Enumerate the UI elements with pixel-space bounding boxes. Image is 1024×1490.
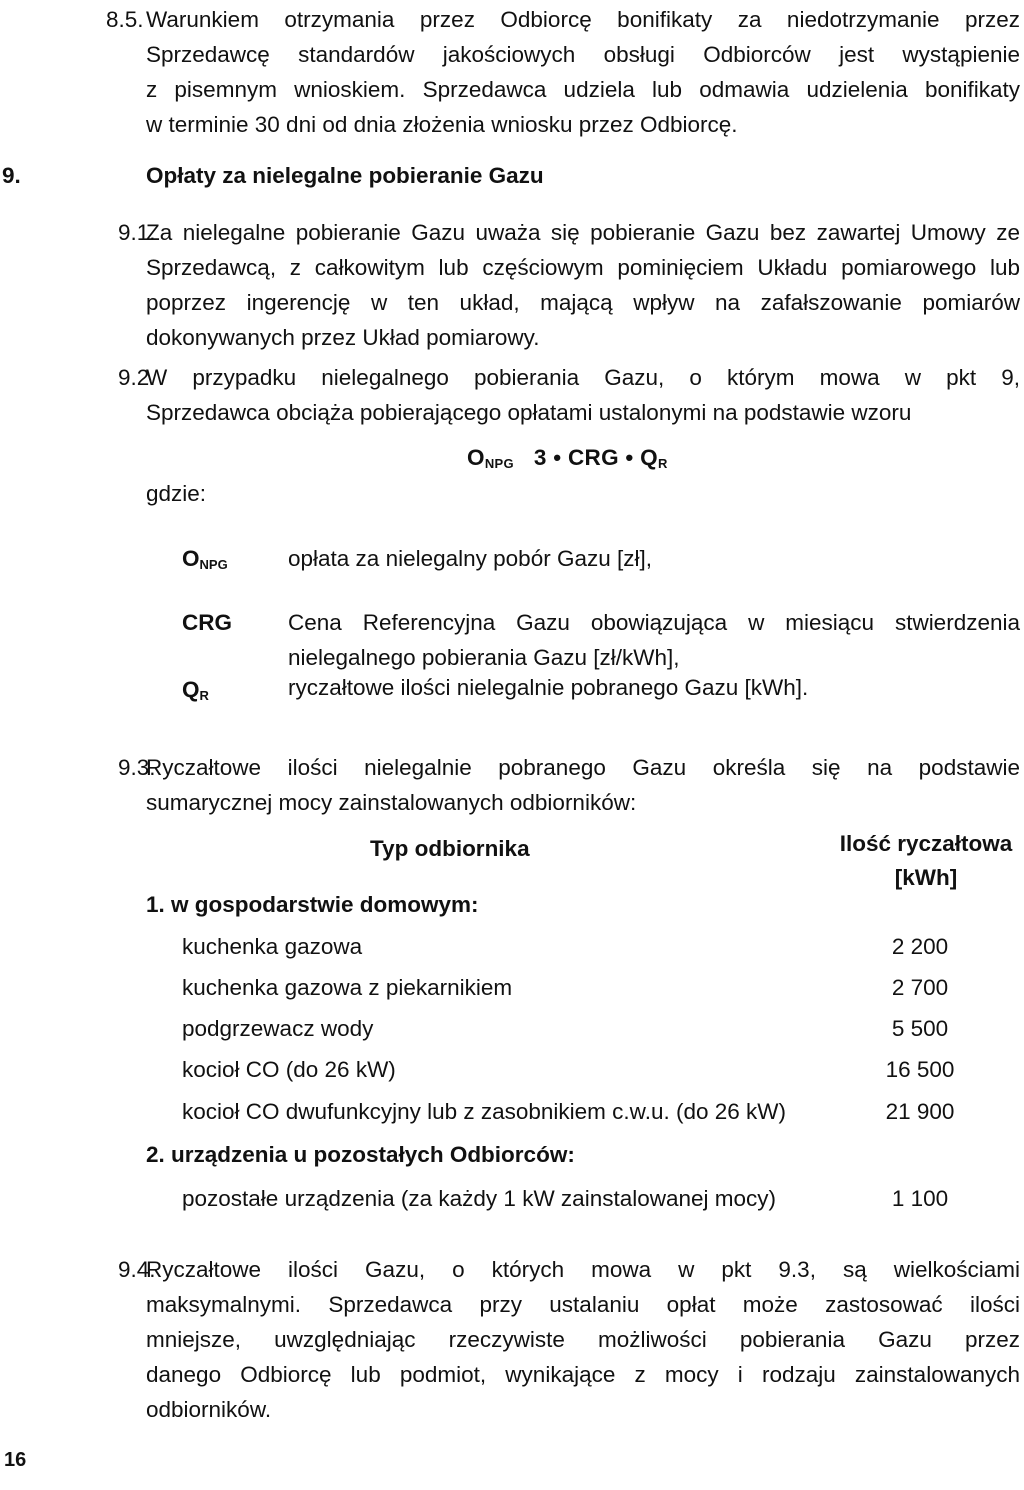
- formula-expression: 3 • CRG • Q: [533, 445, 658, 470]
- table-row-label: kuchenka gazowa z piekarnikiem: [182, 975, 513, 1000]
- section-9-title: Opłaty za nielegalne pobieranie Gazu: [146, 163, 544, 188]
- table-row-value: 2 200: [891, 934, 949, 959]
- variable-description-qr: [288, 670, 1020, 705]
- section-number-9-4: 9.4.: [118, 1257, 156, 1282]
- table-group-household: 1. w gospodarstwie domowym:: [146, 892, 479, 917]
- formula-o: O: [467, 445, 485, 470]
- table-row-label: kuchenka gazowa: [182, 934, 363, 959]
- text-line: nielegalnego pobierania Gazu [zł/kWh],: [288, 645, 680, 670]
- section-number-9-2: 9.2.: [118, 365, 156, 390]
- table-row-value: 1 100: [891, 1186, 949, 1211]
- table-row-label: pozostałe urządzenia (za każdy 1 kW zainstalowanej mocy): [182, 1186, 777, 1211]
- table-row-label: kocioł CO dwufunkcyjny lub z zasobnikiem c.w.u. (do 26 kW): [182, 1099, 786, 1124]
- variable-symbol-qr: $Q_R$: [182, 677, 209, 703]
- text-line: maksymalnymi. Sprzedawca przy ustalaniu opłat może zastosować ilości: [146, 1292, 1020, 1317]
- variable-symbol-crg: CRG: [182, 610, 232, 635]
- text-line: z pisemnym wnioskiem. Sprzedawca udziela lub odmawia udzielenia bonifikaty: [146, 77, 1020, 102]
- formula: [467, 440, 668, 475]
- section-number-9-1: 9.1.: [118, 220, 156, 245]
- section-number-9: 9.: [2, 163, 21, 188]
- text-line: ryczałtowe ilości nielegalnie pobranego Gazu [kWh].: [288, 675, 809, 700]
- text-line: mniejsze, uwzględniając rzeczywiste możliwości pobierania Gazu przez: [146, 1327, 1020, 1352]
- table-row-value: 5 500: [891, 1016, 949, 1041]
- variable-description-crg: [288, 605, 1020, 675]
- text-line: W przypadku nielegalnego pobierania Gazu, o którym mowa w pkt 9,: [146, 365, 1020, 390]
- page-number: 16: [4, 1449, 27, 1471]
- text-line: dokonywanych przez Układ pomiarowy.: [146, 325, 540, 350]
- table-group-other-customers: 2. urządzenia u pozostałych Odbiorców:: [146, 1142, 575, 1167]
- table-row-label: kocioł CO (do 26 kW): [182, 1057, 396, 1082]
- text-line: Warunkiem otrzymania przez Odbiorcę bonifikaty za niedotrzymanie przez: [146, 7, 1020, 32]
- text-line: odbiorników.: [146, 1397, 272, 1422]
- section-number-9-3: 9.3.: [118, 755, 156, 780]
- section-9-3-text: [146, 750, 1020, 820]
- section-9-2-text: [146, 360, 1020, 430]
- section-number-8-5: 8.5.: [106, 7, 144, 32]
- table-header-amount: Ilość ryczałtowa [kWh]: [839, 831, 1013, 890]
- text-line: Ryczałtowe ilości Gazu, o których mowa w pkt 9.3, są wielkościami: [146, 1257, 1020, 1282]
- gdzie-label: gdzie:: [146, 481, 207, 506]
- text-line: w terminie 30 dni od dnia złożenia wniosku przez Odbiorcę.: [146, 112, 738, 137]
- text-line: sumarycznej mocy zainstalowanych odbiorników:: [146, 790, 637, 815]
- section-9-4-text: [146, 1252, 1020, 1427]
- text-line: Ryczałtowe ilości nielegalnie pobranego Gazu określa się na podstawie: [146, 755, 1020, 780]
- text-line: Cena Referencyjna Gazu obowiązująca w miesiącu stwierdzenia: [288, 610, 1020, 635]
- section-9-1-text: [146, 215, 1020, 355]
- table-row-value: 2 700: [891, 975, 949, 1000]
- variable-description-onpg: [288, 541, 1020, 576]
- table-header-type: Typ odbiornika: [370, 836, 530, 861]
- text-line: Sprzedawcą, z całkowitym lub częściowym pominięciem Układu pomiarowego lub: [146, 255, 1020, 280]
- text-line: poprzez ingerencję w ten układ, mającą wpływ na zafałszowanie pomiarów: [146, 290, 1020, 315]
- text-line: Za nielegalne pobieranie Gazu uważa się pobieranie Gazu bez zawartej Umowy ze: [146, 220, 1020, 245]
- formula-q-subscript: R: [657, 456, 668, 471]
- formula-o-subscript: NPG: [484, 456, 514, 471]
- table-row-label: podgrzewacz wody: [182, 1016, 374, 1041]
- text-line: Sprzedawcę standardów jakościowych obsługi Odbiorców jest wystąpienie: [146, 42, 1020, 67]
- table-row-value: 21 900: [885, 1099, 955, 1124]
- text-line: danego Odbiorcę lub podmiot, wynikające z mocy i rodzaju zainstalowanych: [146, 1362, 1020, 1387]
- table-row-value: 16 500: [885, 1057, 955, 1082]
- section-8-5-text: [146, 2, 1020, 142]
- text-line: Sprzedawca obciąża pobierającego opłatami ustalonymi na podstawie wzoru: [146, 400, 912, 425]
- variable-symbol-onpg: $O_{NPG}$: [182, 546, 228, 572]
- text-line: opłata za nielegalny pobór Gazu [zł],: [288, 546, 652, 571]
